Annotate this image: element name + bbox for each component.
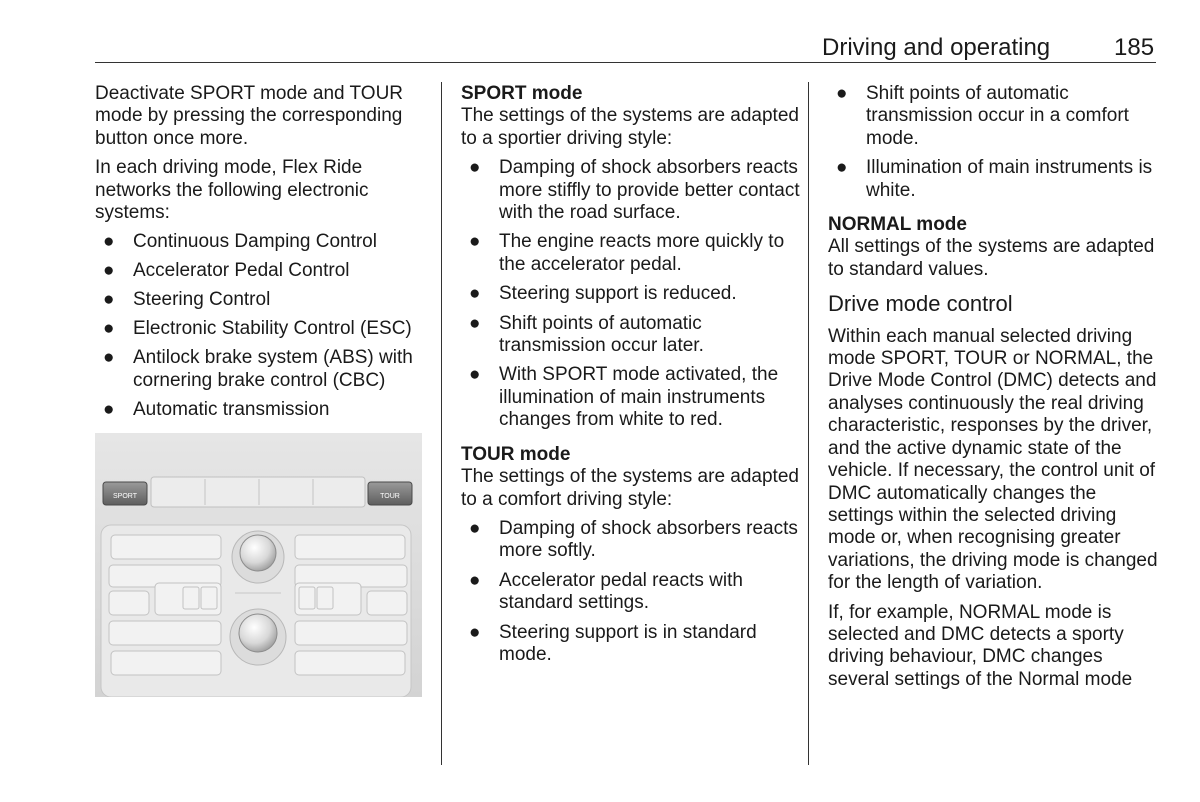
list-item: ● Automatic transmission	[103, 398, 330, 420]
dmc-paragraph-2: If, for example, NORMAL mode is selected and DMC detects a sporty driving behaviour, DMC changes several settings of the Normal mode	[828, 601, 1133, 690]
header-title: Driving and operating	[822, 34, 1051, 61]
tour-mode-list-continued	[828, 83, 1166, 202]
lower-knob	[239, 614, 277, 652]
bullet-icon: ●	[836, 83, 848, 104]
bullet-icon: ●	[469, 312, 481, 334]
top-button-strip	[151, 477, 365, 507]
bullet-icon: ●	[103, 347, 115, 369]
dmc-paragraph-1: Within each manual selected driving mode SPORT, TOUR or NORMAL, the Drive Mode Control (DMC) detects and analyses continuously the real driving characteristic, responses by the driver, and the active dynamic state of the vehicle. If necessary, the control unit of DMC automatically changes the settings within the selected driving mode or, when recognising greater variations, the driving mode is changed for the length of variation.	[828, 325, 1158, 594]
list-item: ● Illumination of main instruments is white.	[836, 157, 1153, 201]
list-item: ● Shift points of automatic transmission occur in a comfort mode.	[836, 83, 1129, 149]
column-divider-1	[441, 82, 442, 765]
bullet-icon: ●	[836, 157, 848, 179]
bullet-icon: ●	[469, 517, 481, 539]
normal-mode-heading: NORMAL mode	[828, 214, 967, 236]
upper-knob	[240, 535, 276, 571]
tour-button	[368, 482, 412, 505]
flex-ride-paragraph: In each driving mode, Flex Ride networks the following electronic systems:	[95, 157, 369, 224]
column-2	[461, 83, 801, 674]
bullet-icon: ●	[469, 157, 481, 179]
header-rule	[95, 62, 1156, 63]
console-illustration	[95, 433, 422, 697]
flex-ride-systems-list	[95, 231, 430, 421]
bullet-icon: ●	[469, 283, 481, 305]
bullet-icon: ●	[103, 231, 115, 253]
list-item: ● With SPORT mode activated, the illumination of main instruments changes from white to red.	[469, 364, 779, 431]
bullet-icon: ●	[103, 318, 115, 340]
list-item: ● Accelerator pedal reacts with standard settings.	[469, 569, 743, 614]
list-item: ● Steering Control	[103, 289, 271, 311]
list-item: ● Electronic Stability Control (ESC)	[103, 318, 412, 340]
list-item: ● Antilock brake system (ABS) with cornering brake control (CBC)	[103, 347, 413, 391]
sport-mode-list	[461, 157, 801, 431]
list-item: ● Continuous Damping Control	[103, 231, 377, 253]
list-item: ● Steering support is in standard mode.	[469, 621, 757, 665]
bullet-icon: ●	[103, 398, 115, 420]
tour-mode-intro: The settings of the systems are adapted to a comfort driving style:	[461, 466, 799, 510]
right-button-bank	[295, 535, 407, 675]
drive-mode-control-heading: Drive mode control	[828, 291, 1013, 317]
list-item: ● Shift points of automatic transmission occur later.	[469, 312, 704, 357]
list-item: ● Damping of shock absorbers reacts more stiffly to provide better contact with the road surface.	[469, 157, 800, 224]
column-3	[828, 83, 1166, 698]
deactivate-paragraph: Deactivate SPORT mode and TOUR mode by pressing the corresponding button once more.	[95, 83, 404, 149]
bullet-icon: ●	[469, 231, 481, 253]
tour-button-label: TOUR	[380, 493, 400, 500]
list-item: ● Accelerator Pedal Control	[103, 260, 350, 282]
sport-mode-heading: SPORT mode	[461, 83, 583, 104]
bullet-icon: ●	[469, 364, 481, 386]
sport-button-label: SPORT	[113, 493, 137, 500]
column-1	[95, 83, 430, 429]
page-number: 185	[1114, 34, 1155, 61]
normal-mode-text: All settings of the systems are adapted to standard values.	[828, 236, 1155, 280]
left-button-bank	[109, 535, 221, 675]
sport-button	[103, 482, 147, 505]
bullet-icon: ●	[103, 289, 115, 311]
sport-mode-intro: The settings of the systems are adapted to a sportier driving style:	[461, 105, 799, 149]
column-divider-2	[808, 82, 809, 765]
list-item: ● The engine reacts more quickly to the accelerator pedal.	[469, 231, 785, 275]
bullet-icon: ●	[469, 569, 481, 591]
bullet-icon: ●	[469, 621, 481, 643]
list-item: ● Damping of shock absorbers reacts more softly.	[469, 517, 798, 562]
tour-mode-list	[461, 518, 801, 666]
tour-mode-heading: TOUR mode	[461, 443, 571, 465]
list-item: ● Steering support is reduced.	[469, 283, 737, 305]
bullet-icon: ●	[103, 260, 115, 282]
